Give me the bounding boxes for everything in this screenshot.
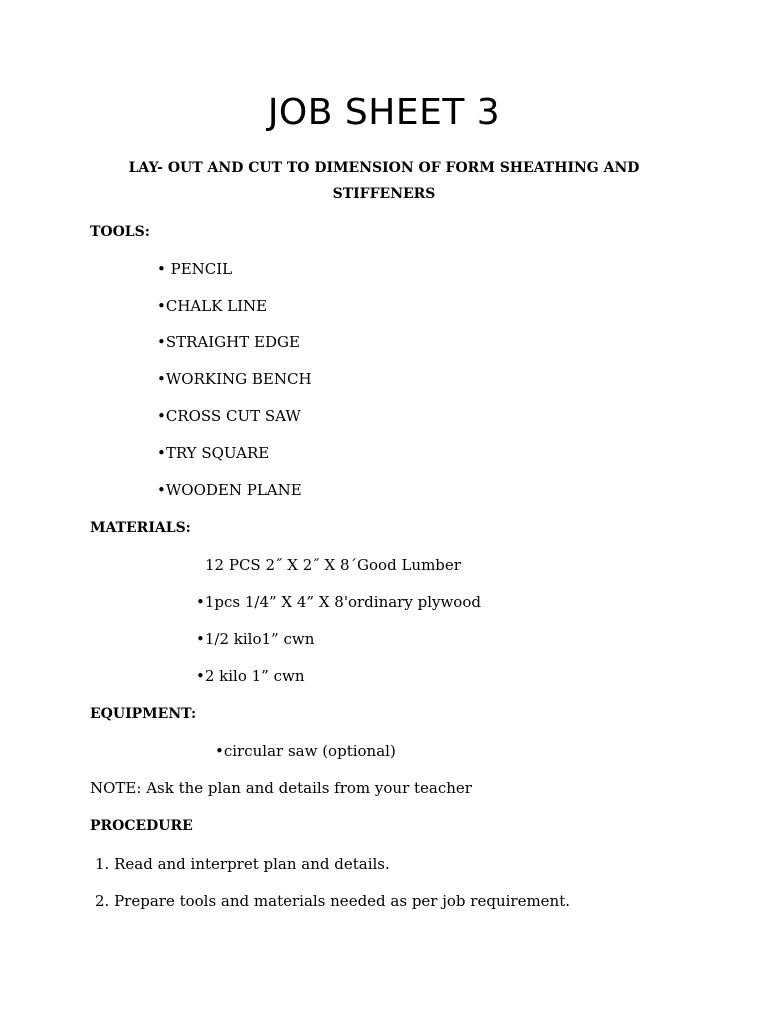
subtitle-line-2: STIFFENERS	[332, 186, 436, 202]
material-item: 12 PCS 2˝ X 2˝ X 8´Good Lumber	[205, 556, 461, 574]
procedure-step: 1. Read and interpret plan and details.	[95, 855, 390, 873]
tool-item: •STRAIGHT EDGE	[157, 333, 300, 351]
material-item: •1pcs 1/4” X 4” X 8'ordinary plywood	[196, 593, 481, 611]
subtitle-line-1: LAY- OUT AND CUT TO DIMENSION OF FORM SHEATHING AND	[128, 160, 640, 176]
equipment-heading: EQUIPMENT:	[90, 706, 197, 722]
note-text: NOTE: Ask the plan and details from your teacher	[90, 779, 472, 797]
material-item: •1/2 kilo1” cwn	[196, 630, 315, 648]
materials-heading: MATERIALS:	[90, 520, 191, 536]
page-title: JOB SHEET 3	[267, 92, 501, 133]
procedure-heading: PROCEDURE	[90, 818, 193, 834]
tool-item: • PENCIL	[157, 260, 233, 278]
tool-item: •CROSS CUT SAW	[157, 407, 301, 425]
tool-item: •CHALK LINE	[157, 297, 268, 315]
tool-item: •TRY SQUARE	[157, 444, 270, 462]
job-subtitle	[0, 155, 768, 207]
procedure-step: 2. Prepare tools and materials needed as per job requirement.	[95, 892, 571, 910]
tool-item: •WOODEN PLANE	[157, 481, 302, 499]
material-item: •2 kilo 1” cwn	[196, 667, 305, 685]
tools-heading: TOOLS:	[90, 224, 150, 240]
tool-item: •WORKING BENCH	[157, 370, 312, 388]
equipment-item: •circular saw (optional)	[215, 742, 396, 760]
